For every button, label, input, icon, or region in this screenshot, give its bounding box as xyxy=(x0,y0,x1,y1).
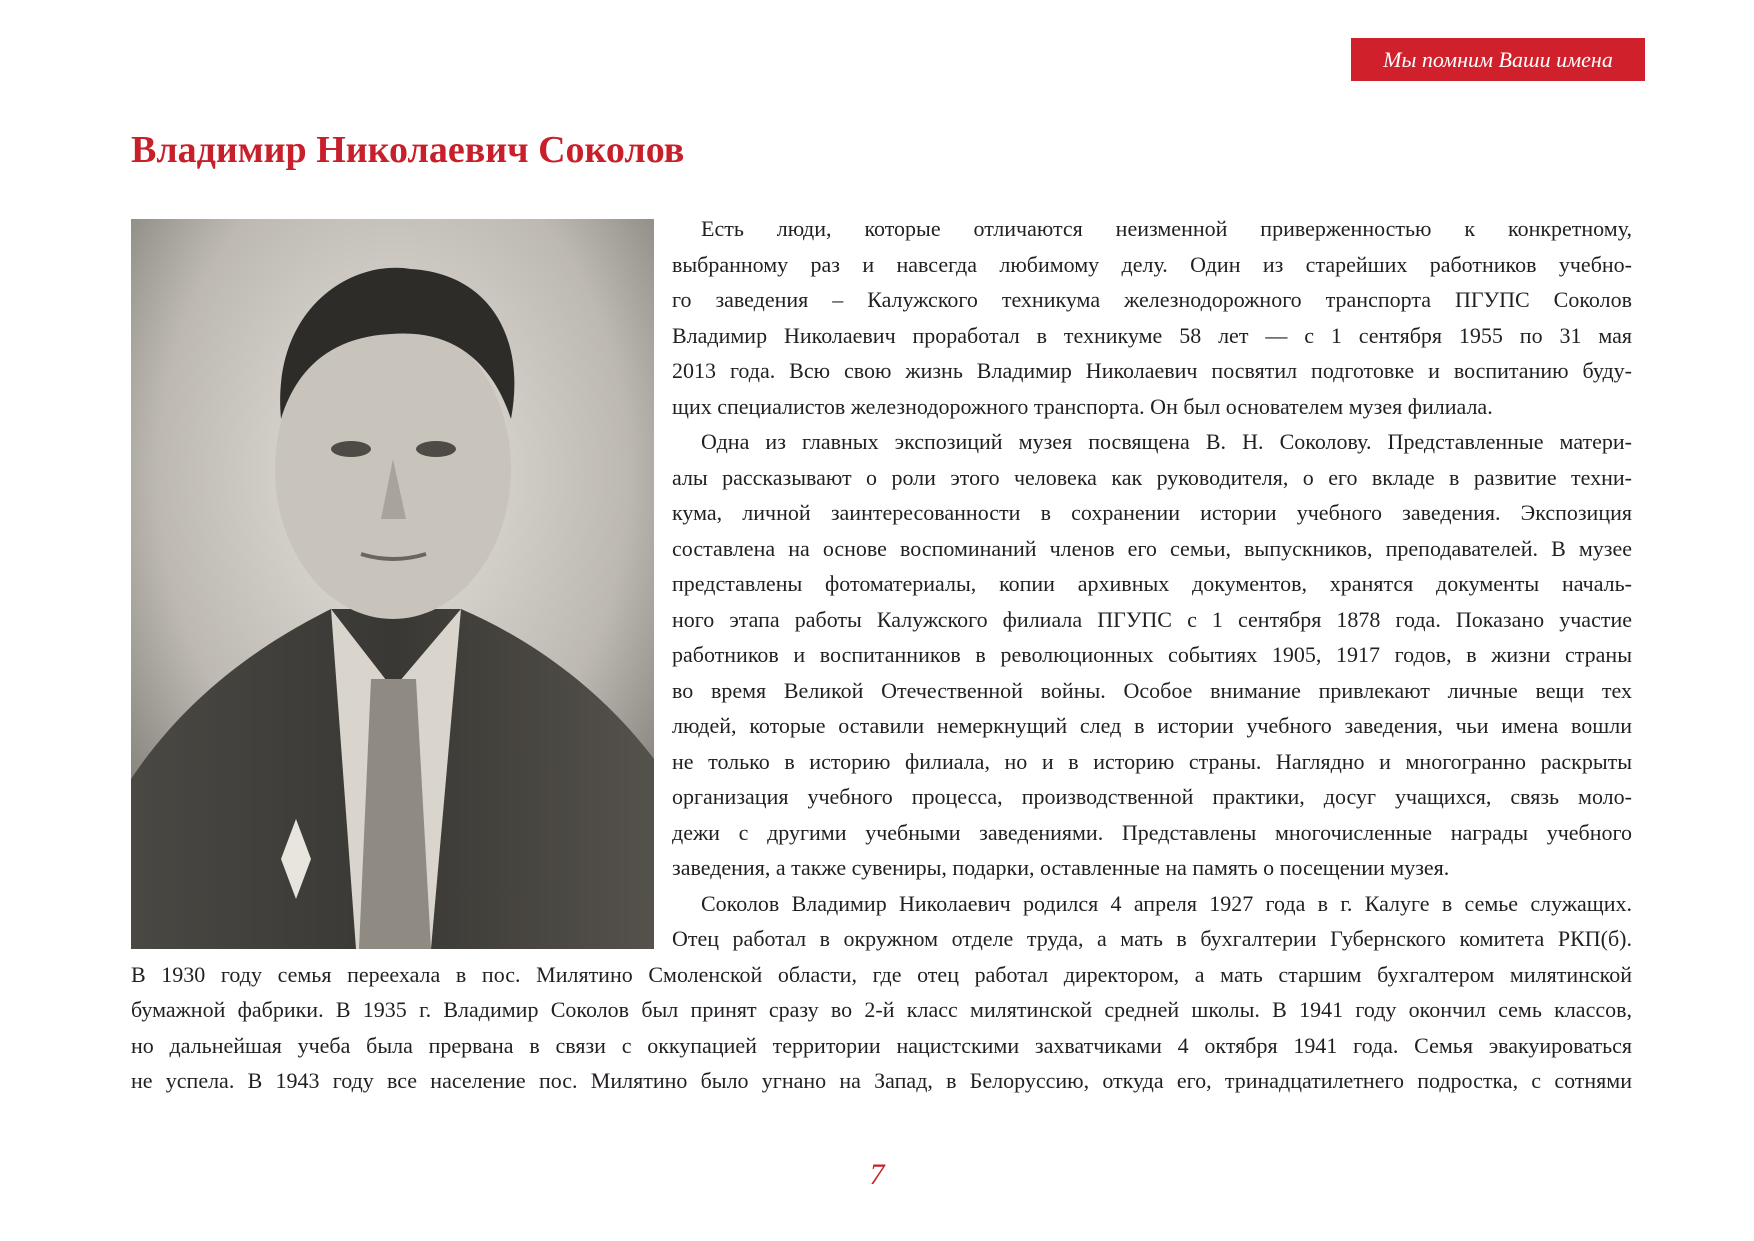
body-text-line: Отец работал в окружном отделе труда, а мать в бухгалтерии Губернского комитета РКП(б). xyxy=(672,926,1632,951)
body-text-line: алы рассказывают о роли этого человека как руководителя, о его вкладе в развитие техни- xyxy=(672,464,1632,490)
body-text-line: ного этапа работы Калужского филиала ПГУПС с 1 сентября 1878 года. Показано участие xyxy=(672,606,1632,632)
body-text-line: дежи с другими учебными заведениями. Представлены многочисленные награды учебного xyxy=(672,819,1632,845)
body-text-line: Соколов Владимир Николаевич родился 4 апреля 1927 года в г. Калуге в семье служащих. xyxy=(701,890,1632,916)
body-text-line: не только в историю филиала, но и в историю страны. Наглядно и многогранно раскрыты xyxy=(672,748,1632,774)
body-text-line: 2013 года. Всю свою жизнь Владимир Николаевич посвятил подготовке и воспитанию буду- xyxy=(672,358,1632,383)
body-text-line: составлена на основе воспоминаний членов его семьи, выпускников, преподавателей. В музее xyxy=(672,535,1632,561)
body-text-line: во время Великой Отечественной войны. Особое внимание привлекают личные вещи тех xyxy=(672,677,1632,703)
body-text-line: Одна из главных экспозиций музея посвящена В. Н. Соколову. Представленные матери- xyxy=(701,429,1632,454)
body-text-line: щих специалистов железнодорожного транспорта. Он был основателем музея филиала. xyxy=(672,393,1493,419)
body-text-line: кума, личной заинтересованности в сохранении истории учебного заведения. Экспозиция xyxy=(672,500,1632,525)
body-text-line: бумажной фабрики. В 1935 г. Владимир Соколов был принят сразу во 2-й класс милятинской средней школы. В 1941 году окончил семь классов, xyxy=(131,997,1632,1022)
body-text-line: Есть люди, которые отличаются неизменной приверженностью к конкретному, xyxy=(701,216,1632,241)
body-text-line: выбранному раз и навсегда любимому делу. Один из старейших работников учебно- xyxy=(672,251,1632,277)
body-text-line: В 1930 году семья переехала в пос. Милятино Смоленской области, где отец работал директором, а мать старшим бухгалтером милятинской xyxy=(131,961,1632,987)
page-title: Владимир Николаевич Соколов xyxy=(131,129,685,171)
body-text-line: представлены фотоматериалы, копии архивных документов, хранятся документы началь- xyxy=(672,571,1632,596)
body-text-line: работников и воспитанников в революционных событиях 1905, 1917 годов, в жизни страны xyxy=(672,642,1632,667)
body-text-line: не успела. В 1943 году все население пос. Милятино было угнано на Запад, в Белоруссию, откуда его, тринадцатилетнего подростка, с сотнями xyxy=(131,1068,1632,1093)
body-text-line: но дальнейшая учеба была прервана в связи с оккупацией территории нацистскими захватчиками 4 октября 1941 года. Семья эвакуироваться xyxy=(131,1032,1632,1058)
body-text-line: заведения, а также сувениры, подарки, оставленные на память о посещении музея. xyxy=(672,855,1450,880)
body-text-line: го заведения – Калужского техникума железнодорожного транспорта ПГУПС Соколов xyxy=(672,287,1632,312)
body-text-line: организация учебного процесса, производственной практики, досуг учащихся, связь моло- xyxy=(672,784,1632,809)
page-number: 7 xyxy=(869,1158,885,1191)
portrait-photo xyxy=(131,219,654,949)
body-text-line: людей, которые оставили немеркнущий след в истории учебного заведения, чьи имена вошли xyxy=(672,713,1632,738)
series-banner: Мы помним Ваши имена xyxy=(1351,38,1645,81)
body-text-line: Владимир Николаевич проработал в техникуме 58 лет — с 1 сентября 1955 по 31 мая xyxy=(672,322,1632,348)
